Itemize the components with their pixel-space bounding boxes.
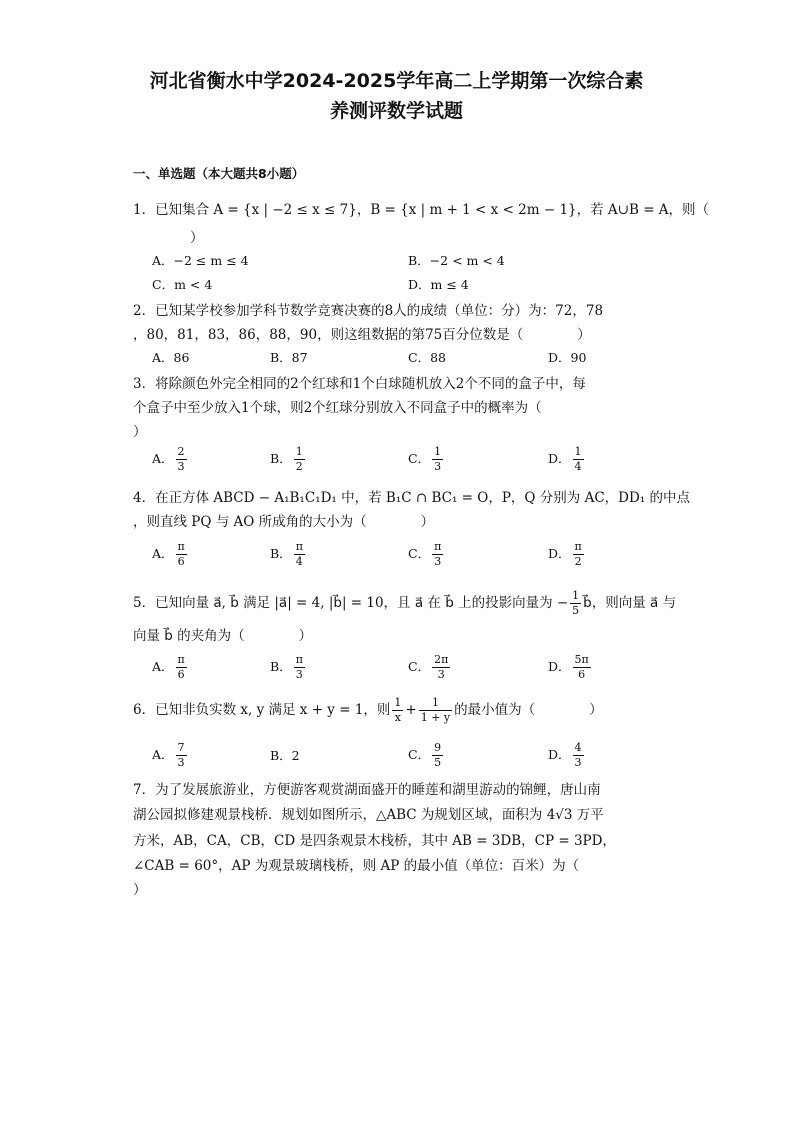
q5-option-a-label: A． — [152, 659, 174, 674]
q4-option-a-label: A． — [152, 546, 174, 561]
fraction-denominator: 5 — [572, 604, 580, 617]
fraction-denominator: 3 — [434, 555, 442, 568]
fraction-numerator: 1 — [394, 696, 402, 709]
q5-option-b-label: B． — [270, 659, 292, 674]
fraction-denominator: 3 — [437, 668, 445, 681]
fraction-numerator: π — [177, 653, 185, 666]
fraction-numerator: 1 — [295, 445, 303, 458]
q5-option-c-fraction — [432, 653, 450, 682]
q7-stem-line-3: 方米，AB，CA，CB，CD 是四条观景木栈桥，其中 AB = 3DB，CP = 3PD， — [133, 833, 616, 849]
q5-stem-fraction — [570, 589, 581, 618]
q5-option-c — [408, 653, 452, 682]
q6-option-a-label: A． — [152, 747, 174, 762]
q6-stem-fraction-b — [419, 696, 452, 725]
q1-option-a: A．−2 ≤ m ≤ 4 — [152, 253, 249, 268]
q6-option-a-fraction — [176, 741, 187, 770]
q5-option-a — [152, 653, 189, 682]
fraction-denominator: 5 — [434, 756, 442, 769]
q4-option-b-label: B． — [270, 546, 292, 561]
q5-stem-line-2: 向量 b⃗ 的夹角为（ ） — [133, 628, 313, 644]
q5-stem-part-2: b⃗，则向量 a⃗ 与 — [583, 595, 677, 611]
q6-stem-line-1 — [133, 696, 603, 725]
q5-stem-line-1 — [133, 589, 676, 618]
q3-option-a-fraction — [176, 445, 187, 474]
fraction-numerator: 2 — [177, 445, 185, 458]
q4-option-a — [152, 540, 189, 569]
q2-option-a: A．86 — [152, 350, 190, 365]
q3-option-c-fraction — [432, 445, 443, 474]
page-title-line-1: 河北省衡水中学2024-2025学年高二上学期第一次综合素 — [149, 70, 644, 92]
fraction-numerator: 1 — [419, 696, 452, 711]
q6-option-c-label: C． — [408, 747, 431, 762]
q3-option-a-label: A． — [152, 451, 174, 466]
q3-option-d — [548, 445, 586, 474]
fraction-numerator: 1 — [434, 445, 442, 458]
fraction-numerator: π — [434, 540, 442, 553]
q4-option-d-fraction — [573, 540, 584, 569]
fraction-numerator: 9 — [434, 741, 442, 754]
fraction-denominator: 3 — [295, 668, 303, 681]
fraction-denominator: 6 — [177, 668, 185, 681]
fraction-numerator: 5π — [574, 653, 589, 666]
q4-option-d — [548, 540, 586, 569]
q1-stem-line-1: 1．已知集合 A = {x | −2 ≤ x ≤ 7}，B = {x | m + 1 < x < 2m − 1}，若 A∪B = A，则（ — [133, 202, 710, 218]
fraction-denominator: 3 — [574, 756, 582, 769]
fraction-numerator: π — [177, 540, 185, 553]
q1-option-d: D．m ≤ 4 — [408, 277, 469, 292]
fraction-denominator: 2 — [295, 460, 303, 473]
q5-option-d — [548, 653, 593, 682]
q4-stem-line-2: ，则直线 PQ 与 AO 所成角的大小为（ ） — [133, 514, 435, 530]
fraction-denominator: 4 — [574, 460, 582, 473]
q4-option-c — [408, 540, 445, 569]
q5-option-c-label: C． — [408, 659, 431, 674]
fraction-numerator: 1 — [572, 589, 580, 602]
q4-option-b — [270, 540, 307, 569]
q3-option-c — [408, 445, 445, 474]
q6-option-a — [152, 741, 189, 770]
fraction-numerator: π — [574, 540, 582, 553]
q5-option-b — [270, 653, 307, 682]
q3-option-b — [270, 445, 307, 474]
q7-stem-line-1: 7．为了发展旅游业，方便游客观赏湖面盛开的睡莲和湖里游动的锦鲤，唐山南 — [133, 782, 601, 798]
q6-stem-part-2: 的最小值为（ ） — [454, 702, 603, 718]
q1-stem-line-2: ） — [190, 230, 204, 246]
q7-stem-line-4: ∠CAB = 60°，AP 为观景玻璃栈桥，则 AP 的最小值（单位：百米）为（ — [133, 858, 580, 874]
q2-option-d: D．90 — [548, 350, 587, 365]
q4-option-c-fraction — [432, 540, 443, 569]
q3-option-a — [152, 445, 189, 474]
q7-stem-line-2: 湖公园拟修建观景栈桥．规划如图所示，△ABC 为规划区域，面积为 4√3 万平 — [133, 807, 604, 823]
q2-stem-line-1: 2．已知某学校参加学科节数学竞赛决赛的8人的成绩（单位：分）为：72，78 — [133, 303, 604, 319]
q5-option-d-label: D． — [548, 659, 571, 674]
q3-option-d-label: D． — [548, 451, 571, 466]
q4-option-b-fraction — [294, 540, 305, 569]
q2-stem-line-2: ，80，81，83，86，88，90，则这组数据的第75百分位数是（ ） — [133, 327, 591, 343]
q4-option-c-label: C． — [408, 546, 431, 561]
page-title-line-2: 养测评数学试题 — [329, 100, 463, 122]
fraction-numerator: π — [295, 653, 303, 666]
q5-option-b-fraction — [294, 653, 305, 682]
section-heading: 一、单选题（本大题共8小题） — [133, 166, 305, 181]
q3-stem-line-1: 3．将除颜色外完全相同的2个红球和1个白球随机放入2个不同的盒子中，每 — [133, 376, 586, 392]
fraction-denominator: 2 — [574, 555, 582, 568]
q5-stem-part-1: 5．已知向量 a⃗, b⃗ 满足 |a⃗| = 4, |b⃗| = 10，且 a⃗ 在 b⃗ 上的投影向量为 − — [133, 595, 569, 611]
fraction-denominator: 6 — [578, 668, 586, 681]
q5-option-a-fraction — [176, 653, 187, 682]
q1-option-c: C．m < 4 — [152, 277, 213, 292]
fraction-denominator: 3 — [434, 460, 442, 473]
q6-option-c — [408, 741, 445, 770]
q3-option-d-fraction — [573, 445, 584, 474]
q7-stem-line-5: ） — [133, 882, 147, 898]
fraction-denominator: 4 — [295, 555, 303, 568]
q3-stem-line-2: 个盒子中至少放入1个球，则2个红球分别放入不同盒子中的概率为（ — [133, 400, 542, 416]
fraction-numerator: 7 — [177, 741, 185, 754]
q6-stem-part-1: 6．已知非负实数 x, y 满足 x + y = 1，则 — [133, 702, 391, 718]
q4-option-d-label: D． — [548, 546, 571, 561]
q2-option-c: C．88 — [408, 350, 446, 365]
q5-option-d-fraction — [573, 653, 591, 682]
q4-option-a-fraction — [176, 540, 187, 569]
fraction-denominator: 6 — [177, 555, 185, 568]
q3-stem-line-3: ） — [133, 424, 147, 440]
q3-option-b-label: B． — [270, 451, 292, 466]
fraction-numerator: π — [295, 540, 303, 553]
fraction-numerator: 2π — [434, 653, 449, 666]
q3-option-b-fraction — [294, 445, 305, 474]
q2-option-b: B．87 — [270, 350, 308, 365]
fraction-denominator: 1 + y — [420, 711, 451, 724]
q6-option-d-label: D． — [548, 747, 571, 762]
q6-option-b: B．2 — [270, 748, 300, 763]
fraction-numerator: 4 — [574, 741, 582, 754]
fraction-denominator: x — [394, 711, 402, 724]
q6-stem-fraction-a — [392, 696, 403, 725]
fraction-numerator: 1 — [574, 445, 582, 458]
fraction-denominator: 3 — [177, 756, 185, 769]
q6-option-d-fraction — [573, 741, 584, 770]
q6-option-d — [548, 741, 586, 770]
q4-stem-line-1: 4．在正方体 ABCD − A₁B₁C₁D₁ 中，若 B₁C ∩ BC₁ = O，P，Q 分别为 AC，DD₁ 的中点 — [133, 490, 690, 506]
q3-option-c-label: C． — [408, 451, 431, 466]
q1-option-b: B．−2 < m < 4 — [408, 253, 505, 268]
fraction-denominator: 3 — [177, 460, 185, 473]
q6-option-c-fraction — [432, 741, 443, 770]
q6-plus-sign: + — [405, 702, 417, 718]
